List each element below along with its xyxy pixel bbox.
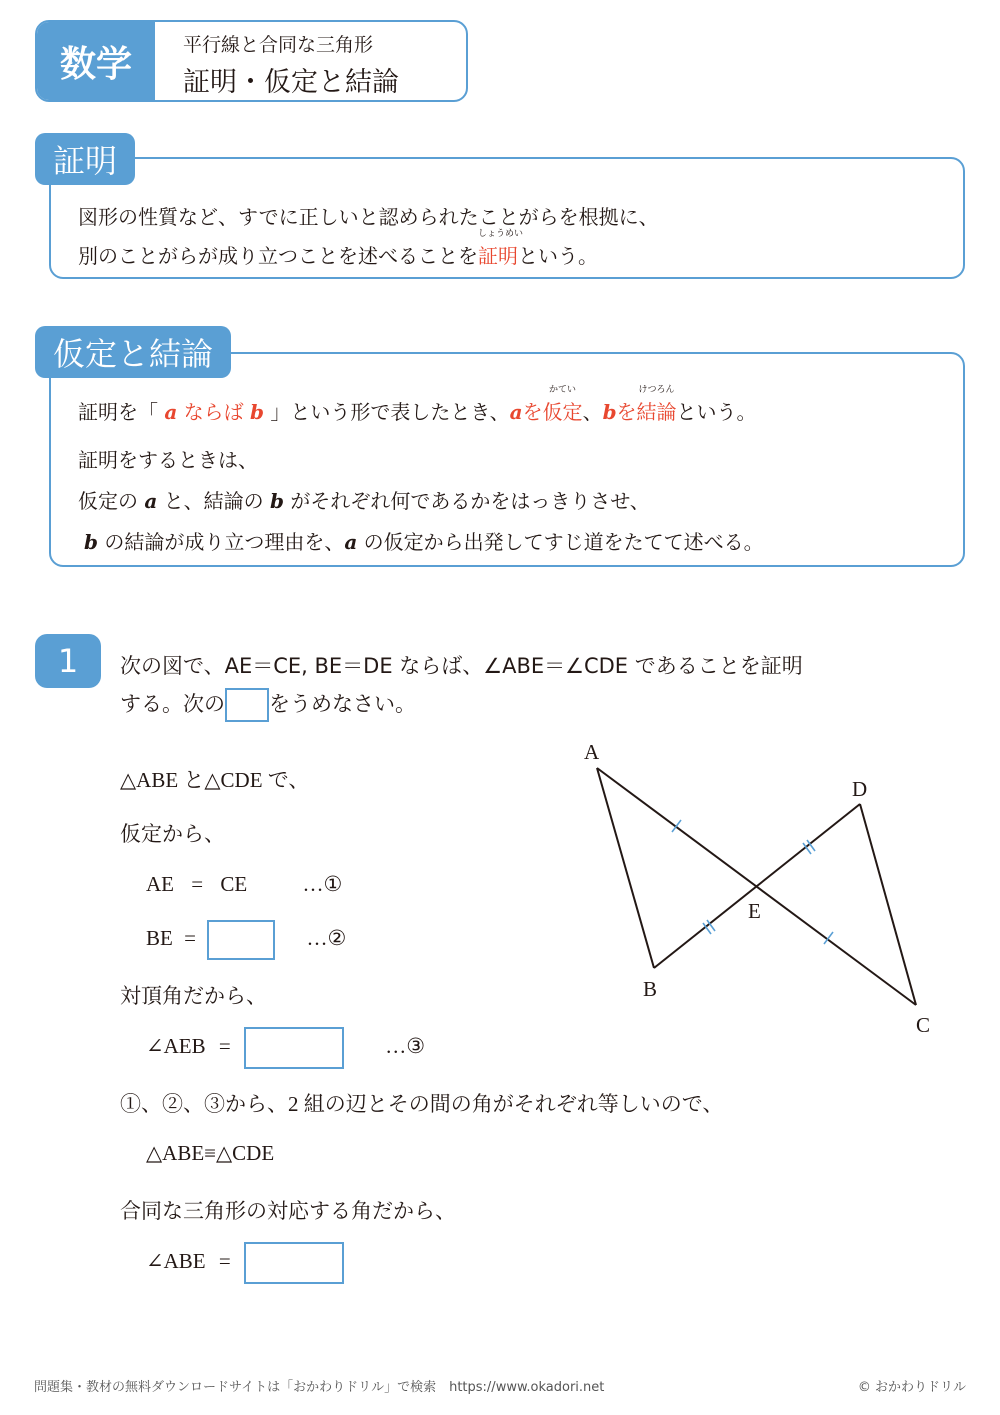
segment-ab — [597, 768, 654, 968]
term-proof-ruby: しょうめい — [478, 229, 524, 239]
l4-var-a: a — [344, 530, 358, 554]
var-a-2: a — [509, 400, 523, 424]
l3-a: 仮定の — [78, 489, 138, 513]
var-b-2: b — [602, 400, 617, 424]
abe-label: ∠ABE — [146, 1249, 206, 1273]
step-triangles: △ABE と△CDE で、 — [120, 768, 310, 792]
assumption-line-2: 証明をするときは、 — [78, 448, 258, 472]
assumption-section-title: 仮定と結論 — [35, 326, 231, 378]
term-ketsuron — [636, 385, 677, 425]
label-b: B — [643, 977, 658, 1001]
step-abe — [146, 1240, 344, 1284]
sample-answer-box — [225, 688, 269, 722]
geometry-figure — [570, 730, 970, 1050]
ref-1: …① — [302, 872, 343, 896]
ref-2: …② — [306, 926, 347, 950]
step-assumption: 仮定から、 — [120, 822, 225, 846]
step-be — [146, 918, 346, 960]
segment-bd — [654, 804, 860, 968]
label-e: E — [748, 899, 761, 923]
ae-label: AE — [146, 872, 174, 896]
step-sas: ①、②、③から、2 組の辺とその間の角がそれぞれ等しいので、 — [120, 1092, 724, 1116]
l4-b: の仮定から出発してすじ道をたてて述べる。 — [363, 530, 764, 554]
proof-section-title: 証明 — [35, 133, 135, 185]
answer-box-1[interactable] — [207, 920, 275, 960]
ce-label: CE — [220, 872, 248, 896]
eq-1: = — [191, 872, 204, 896]
proof-line-2-text: 別のことがらが成り立つことを述べることを — [78, 244, 478, 268]
label-c: C — [916, 1013, 931, 1037]
proof-line-2-end: という。 — [518, 244, 598, 268]
wo-1: を — [522, 400, 543, 424]
eq-3: = — [218, 1034, 231, 1058]
answer-box-3[interactable] — [244, 1242, 344, 1284]
be-label: BE — [146, 926, 173, 950]
l1-mid: 」という形で表したとき、 — [270, 400, 510, 424]
step-corresponding: 合同な三角形の対応する角だから、 — [120, 1199, 456, 1223]
footer-right: © おかわりドリル — [857, 1380, 966, 1395]
term-proof — [478, 229, 524, 269]
l3-b: と、結論の — [163, 489, 264, 513]
ref-3: …③ — [385, 1034, 426, 1058]
term-ketsuron-text: 結論 — [636, 400, 677, 424]
question-text-2-post: をうめなさい。 — [269, 692, 416, 716]
title-card — [35, 20, 468, 102]
unit-title: 平行線と合同な三角形 — [183, 34, 374, 56]
l4-var-b: b — [84, 530, 98, 554]
wo-2: を — [616, 400, 637, 424]
l1-nara: ならば — [183, 400, 244, 424]
question-text-1: 次の図で、AE＝CE, BE＝DE ならば、∠ABE＝∠CDE であることを証明 — [120, 654, 803, 678]
answer-box-2[interactable] — [244, 1027, 344, 1069]
l3-var-a: a — [144, 489, 158, 513]
var-a: a — [164, 400, 178, 424]
proof-line-2 — [78, 229, 598, 269]
step-congruent: △ABE≡△CDE — [146, 1141, 275, 1165]
l1-pre: 証明を「 — [78, 400, 158, 424]
question-number: 1 — [35, 634, 101, 688]
term-proof-text: 証明 — [478, 244, 518, 268]
term-katei-text: 仮定 — [542, 400, 583, 424]
eq-4: = — [218, 1249, 231, 1273]
l1-post: という。 — [676, 400, 757, 424]
question-text-2 — [120, 688, 416, 722]
comma: 、 — [582, 400, 603, 424]
l3-c: がそれぞれ何であるかをはっきりさせ、 — [290, 489, 650, 513]
step-ae-ce — [146, 872, 342, 897]
footer-left: 問題集・教材の無料ダウンロードサイトは「おかわりドリル」で検索 https://www.okadori.net — [34, 1380, 605, 1395]
subject-label: 数学 — [37, 22, 155, 100]
label-d: D — [852, 777, 868, 801]
assumption-line-3 — [78, 485, 650, 514]
term-katei — [542, 385, 583, 425]
step-aeb — [146, 1025, 425, 1069]
proof-line-1: 図形の性質など、すでに正しいと認められたことがらを根拠に、 — [78, 205, 659, 229]
assumption-line-1 — [78, 385, 757, 425]
var-b: b — [250, 400, 265, 424]
eq-2: = — [184, 926, 196, 950]
l3-var-b: b — [270, 489, 285, 513]
question-text-2-pre: する。次の — [120, 692, 225, 716]
term-katei-ruby: かてい — [549, 385, 577, 395]
assumption-line-4 — [84, 526, 764, 555]
lesson-title: 証明・仮定と結論 — [183, 67, 399, 98]
label-a: A — [584, 740, 600, 764]
l4-a: の結論が成り立つ理由を、 — [104, 530, 345, 554]
segment-dc — [860, 804, 916, 1005]
aeb-label: ∠AEB — [146, 1034, 206, 1058]
term-ketsuron-ruby: けつろん — [638, 385, 675, 395]
step-vertical-angles: 対頂角だから、 — [120, 984, 267, 1008]
